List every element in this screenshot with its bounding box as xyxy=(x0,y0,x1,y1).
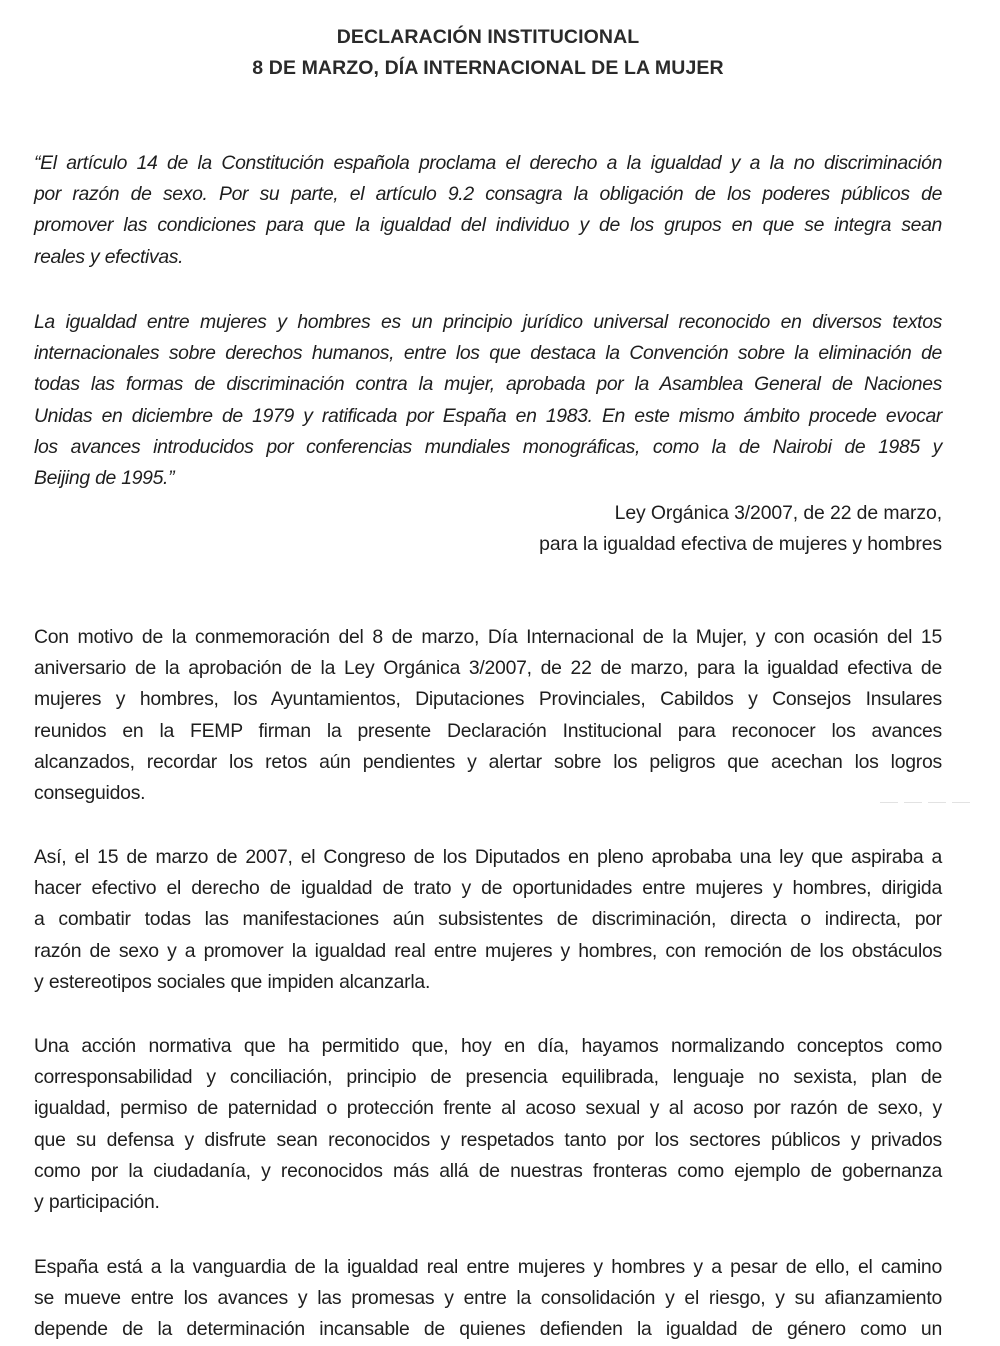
text-line: como por la ciudadanía, y reconocidos más allá de nuestras fronteras como ejemplo de gobernanza xyxy=(34,1159,942,1182)
text-line: Una acción normativa que ha permitido que, hoy en día, hayamos normalizando conceptos como xyxy=(34,1035,942,1057)
text-line: mujeres y hombres, los Ayuntamientos, Diputaciones Provinciales, Cabildos y Consejos Insulares xyxy=(34,688,942,711)
citation-line-2: para la igualdad efectiva de mujeres y hombres xyxy=(539,533,942,555)
text-line: razón de sexo y a promover la igualdad real entre mujeres y hombres, con remoción de los obstáculos xyxy=(34,939,942,962)
text-line: se mueve entre los avances y las promesas y entre la consolidación y el riesgo, y su afianzamiento xyxy=(34,1287,942,1310)
text-line: conseguidos. xyxy=(34,782,146,805)
body-paragraph-4 xyxy=(34,1252,942,1346)
text-line: Así, el 15 de marzo de 2007, el Congreso de los Diputados en pleno aprobaba una ley que aspiraba a xyxy=(34,846,942,868)
body-paragraph-3 xyxy=(34,1031,942,1218)
text-line: y estereotipos sociales que impiden alcanzarla. xyxy=(34,970,431,993)
text-line: “El artículo 14 de la Constitución española proclama el derecho a la igualdad y a la no discriminación xyxy=(34,152,942,174)
text-line: Beijing de 1995.” xyxy=(34,467,175,490)
text-line: igualdad, permiso de paternidad o protección frente al acoso sexual y al acoso por razón de sexo, y xyxy=(34,1097,942,1120)
text-line: España está a la vanguardia de la igualdad real entre mujeres y hombres y a pesar de ello, el camino xyxy=(34,1256,942,1278)
text-line: a combatir todas las manifestaciones aún subsistentes de discriminación, directa o indirecta, por xyxy=(34,908,942,931)
text-line: reales y efectivas. xyxy=(34,245,184,268)
scan-artifact xyxy=(880,802,975,803)
quote-paragraph-1 xyxy=(34,148,942,273)
quote-paragraph-2 xyxy=(34,307,942,494)
text-line: La igualdad entre mujeres y hombres es un principio jurídico universal reconocido en diversos textos xyxy=(34,311,942,333)
text-line: aniversario de la aprobación de la Ley Orgánica 3/2007, de 22 de marzo, para la igualdad efectiva de xyxy=(34,657,942,680)
text-line: Con motivo de la conmemoración del 8 de marzo, Día Internacional de la Mujer, y con ocasión del 15 xyxy=(34,626,942,648)
text-line: todas las formas de discriminación contra la mujer, aprobada por la Asamblea General de Naciones xyxy=(34,373,942,396)
text-line: y participación. xyxy=(34,1191,160,1214)
citation-line-1: Ley Orgánica 3/2007, de 22 de marzo, xyxy=(614,502,942,524)
text-line: alcanzados, recordar los retos aún pendientes y alertar sobre los peligros que acechan los logros xyxy=(34,750,942,773)
body-paragraph-2 xyxy=(34,842,942,998)
text-line: corresponsabilidad y conciliación, principio de presencia equilibrada, lenguaje no sexista, plan de xyxy=(34,1066,942,1089)
document-subtitle: 8 DE MARZO, DÍA INTERNACIONAL DE LA MUJER xyxy=(252,57,724,79)
text-line: hacer efectivo el derecho de igualdad de trato y de oportunidades entre mujeres y hombres, dirigida xyxy=(34,877,942,900)
text-line: depende de la determinación incansable de quienes defienden la igualdad de género como un xyxy=(34,1318,942,1341)
text-line: por razón de sexo. Por su parte, el artículo 9.2 consagra la obligación de los poderes públicos de xyxy=(34,183,942,206)
body-paragraph-1 xyxy=(34,622,942,809)
text-line: internacionales sobre derechos humanos, entre los que destaca la Convención sobre la eliminación de xyxy=(34,342,942,365)
text-line: reunidos en la FEMP firman la presente Declaración Institucional para reconocer los avances xyxy=(34,719,942,742)
text-line: los avances introducidos por conferencias mundiales monográficas, como la de Nairobi de 1985 y xyxy=(34,435,942,458)
text-line: Unidas en diciembre de 1979 y ratificada por España en 1983. En este mismo ámbito procede evocar xyxy=(34,404,942,427)
text-line: que su defensa y disfrute sean reconocidos y respetados tanto por los sectores públicos y privados xyxy=(34,1128,942,1151)
document-title: DECLARACIÓN INSTITUCIONAL xyxy=(336,26,640,48)
text-line: promover las condiciones para que la igualdad del individuo y de los grupos en que se integra sean xyxy=(34,214,942,237)
